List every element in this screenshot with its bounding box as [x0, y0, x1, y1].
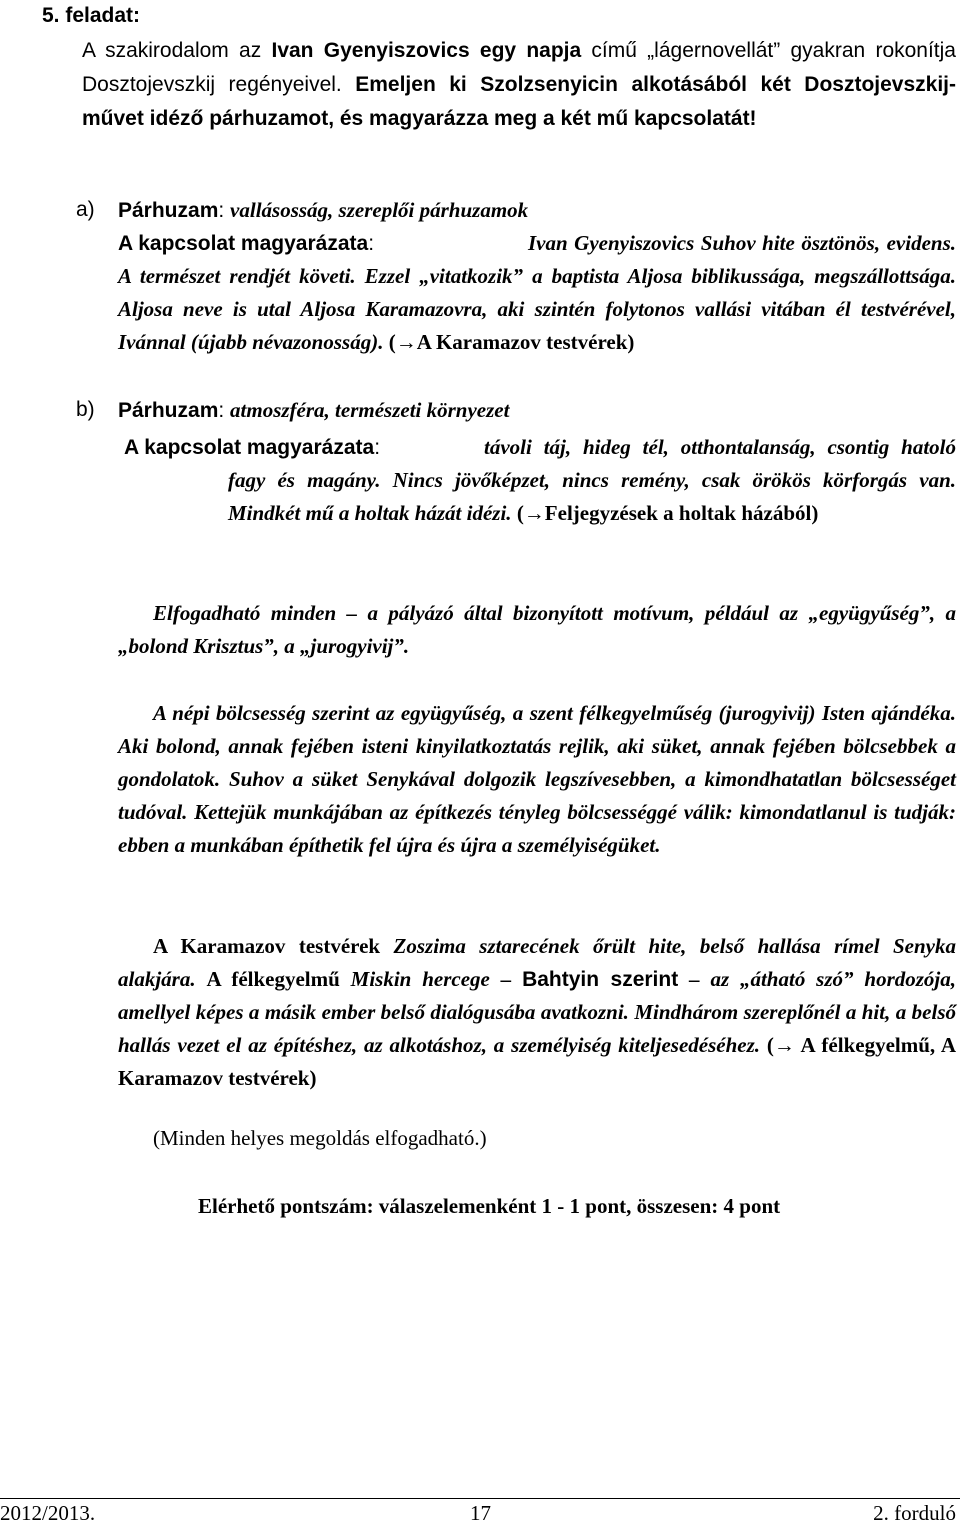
p3-text-1: Zoszima sztarecének őrült hite, belső hallása rímel Senyka alakjára. [118, 934, 956, 991]
answer-b-value: atmoszféra, természeti környezet [230, 398, 510, 422]
answer-b-colon: : [218, 399, 231, 422]
p3-text-2: Miskin hercege – [339, 967, 523, 991]
answer-a-parallel [118, 198, 528, 223]
intro-question: Emeljen ki Szolzsenyicin alkotásából két Dosztojevszkij-művet idéző párhuzamot, és magyarázza meg a két mű kapcsolatát! [82, 73, 957, 130]
answer-a-expl-label: A kapcsolat magyarázata [118, 232, 369, 255]
intro-title: Ivan Gyenyiszovics egy napja [271, 39, 582, 62]
task-intro [82, 34, 956, 136]
answer-a-ref: (→A Karamazov testvérek) [388, 330, 635, 354]
intro-text: A szakirodalom az [82, 39, 272, 62]
answer-a-expl-body [118, 227, 956, 359]
answer-a-marker: a) [76, 198, 95, 221]
answer-a-expl-colon: : [368, 232, 375, 255]
page-footer [0, 1498, 960, 1526]
p3-text-3: – az „átható szó” hordozója, amellyel képes a másik ember belső dialógusába avatkozni. Mindhárom szereplőnél a hit, a belső hallás vezet el az építéshez, az alkotáshoz, a személyiség kiteljesedéséhez. [118, 967, 956, 1057]
answer-a-expl-text: Ivan Gyenyiszovics Suhov hite ösztönös, evidens. A természet rendjét követi. Ezzel „vitatkozik” a baptista Aljosa biblikussága, megszállottsága. Aljosa neve is utal Aljosa Karamazovra, aki szintén folytonos vallási vitában él testvérével, Ivánnal (újabb névazonosság). [118, 231, 956, 354]
p3-bahtyin: Bahtyin szerint [522, 968, 679, 991]
p3-ref: (→ A félkegyelmű, A Karamazov testvérek) [118, 1033, 957, 1090]
answer-b-expl-body [228, 431, 956, 530]
score-line: Elérhető pontszám: válaszelemenként 1 - 1 pont, összesen: 4 pont [198, 1194, 781, 1218]
footer-round: 2. forduló [873, 1501, 956, 1525]
answer-b-expl-label: A kapcsolat magyarázata [124, 436, 375, 459]
footer-page-number: 17 [470, 1501, 491, 1525]
answer-a-label: Párhuzam [118, 199, 219, 222]
paragraph-karamazov [118, 930, 956, 1095]
answer-b-ref: (→Feljegyzések a holtak házából) [516, 501, 819, 525]
p3-title-idiot: A félkegyelmű [206, 967, 340, 991]
paragraph-acceptable [118, 597, 956, 663]
paragraph-folk-wisdom [118, 697, 956, 862]
answer-b-parallel [118, 398, 509, 423]
answer-b-marker: b) [76, 398, 95, 421]
paragraph-folk-wisdom-text: A népi bölcsesség szerint az együgyűség, a szent félkegyelműség (jurogyivij) Isten ajándéka. Aki bolond, annak fejében isteni kinyilatkoztatás rejlik, aki süket, annak fejében bölcsebbek a gondolatok. Suhov a süket Senykával dolgozik legszívesebben, a kimondhatatlan bölcsességet tudóval. Kettejük munkájában az építkezés tényleg bölcsességgé válik: kimondatlanul is tudják: ebben a munkában építhetik fel újra és újra a személyiségüket. [118, 701, 956, 857]
p3-title-karamazov: A Karamazov testvérek [153, 934, 381, 958]
note-any-correct: (Minden helyes megoldás elfogadható.) [153, 1126, 487, 1150]
answer-b-expl-colon: : [374, 436, 381, 459]
paragraph-acceptable-text: Elfogadható minden – a pályázó által bizonyított motívum, például az „együgyűség”, a „bolond Krisztus”, a „jurogyivij”. [118, 601, 956, 658]
intro-text-2: című „lágernovellát” gyakran rokonítja Dosztojevszkij regényeivel. [82, 39, 956, 96]
answer-a-value: vallásosság, szereplői párhuzamok [230, 198, 529, 222]
answer-b-label: Párhuzam [118, 399, 219, 422]
answer-a-colon: : [218, 199, 231, 222]
footer-year: 2012/2013. [0, 1501, 96, 1525]
task-heading: 5. feladat: [42, 4, 141, 27]
answer-b-expl-text: távoli táj, hideg tél, otthontalanság, csontig hatoló fagy és magány. Nincs jövőképzet, nincs remény, csak örökös körforgás van. Mindkét mű a holtak házát idézi. [228, 435, 956, 525]
